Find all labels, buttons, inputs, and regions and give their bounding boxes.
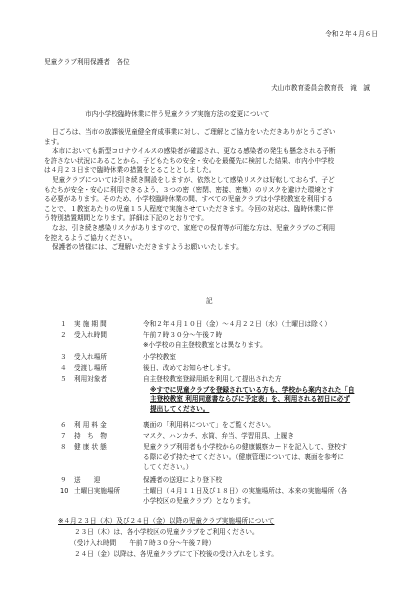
body-line: 日ごろは、当市の放課後児童健全育成事業に対し、ご理解とご協力をいただきありがとうござい bbox=[52, 128, 336, 136]
item-number: ３ bbox=[60, 353, 67, 361]
item-label: 土曜日実施場所 bbox=[74, 487, 121, 495]
item-label: 受入れ時間 bbox=[74, 331, 107, 339]
list-item bbox=[60, 487, 138, 496]
body-line: ことで、１教室あたりの児童１５人程度で実施させていただきます。今回の対応は、臨時休業に伴 bbox=[44, 204, 334, 213]
list-item bbox=[60, 375, 138, 384]
sender: 犬山市教育委員会教育長 滝 誠 bbox=[271, 84, 370, 92]
item-label: 送 迎 bbox=[74, 476, 101, 484]
body-line: 児童クラブについては引き続き開設をしますが、依然として感染リスクは好転しておらず、子ど bbox=[52, 175, 335, 184]
list-item bbox=[60, 364, 138, 373]
list-item bbox=[60, 331, 138, 340]
body-line: 保護者の皆様には、ご理解いただきますようお願いいたします。 bbox=[52, 243, 243, 252]
list-item bbox=[60, 353, 138, 362]
item-value: してください。） bbox=[143, 463, 193, 471]
item-number: １ bbox=[60, 320, 67, 328]
item-value: 土曜日（４月１１日及び１８日）の実施場所は、本来の実施場所（各 bbox=[143, 487, 348, 495]
item-label: 利 用 料 金 bbox=[74, 421, 107, 429]
list-item bbox=[60, 432, 138, 441]
body-line: ます。 bbox=[44, 137, 64, 146]
document-title: 市内小学校臨時休業に伴う児童クラブ実施方法の変更について bbox=[85, 110, 270, 118]
item-number: ２ bbox=[60, 331, 67, 339]
item-label: 健 康 状 態 bbox=[74, 443, 107, 451]
note-line: ※すでに児童クラブを登録されている方も、学校から案内された「自 bbox=[150, 386, 355, 394]
item-label: 受入れ場所 bbox=[74, 353, 107, 361]
item-value: る際に必ず持たせてください。（健康管理については、裏面を参考に bbox=[143, 453, 344, 461]
item-number: 10 bbox=[60, 487, 69, 495]
item-number: ５ bbox=[60, 375, 67, 383]
item-value: 保護者の送迎により登下校 bbox=[143, 476, 223, 484]
item-value: マスク、ハンカチ、水筒、弁当、学習用具、上履き bbox=[143, 432, 294, 440]
note-line: 提出してください。 bbox=[150, 404, 210, 413]
body-line: 本市においても新型コロナウイルスの感染者が確認され、更なる感染者の発生も懸念される予断 bbox=[52, 147, 336, 156]
item-label: 実 施 期 間 bbox=[74, 320, 107, 328]
item-number: ８ bbox=[60, 443, 67, 451]
item-number: ９ bbox=[60, 476, 67, 484]
body-line: う特別措置期間となります。詳細は下記のとおりです。 bbox=[44, 214, 208, 223]
item-label: 受渡し場所 bbox=[74, 364, 107, 372]
item-value: 令和２年４月１０日（金）～４月２２日（水）（土曜日は除く） bbox=[143, 320, 331, 328]
footer-line: ２３日（木）は、各小学校区の児童クラブをご利用ください。 bbox=[74, 528, 259, 536]
document-date: 令和２年４月６日 bbox=[325, 30, 378, 38]
body-line: を許さない状況にあることから、子どもたちの安全・安心を最優先に検討した結果、市内小中学校 bbox=[44, 156, 335, 165]
item-label: 利用対象者 bbox=[74, 375, 107, 383]
registration-note bbox=[150, 386, 390, 414]
item-value: 小学校区の児童クラブ）となります。 bbox=[143, 497, 255, 505]
ki-heading: 記 bbox=[206, 297, 213, 305]
item-value: 裏面の「利用料について」をご覧ください。 bbox=[143, 421, 275, 429]
item-value: 午前７時３０分～午後７時 bbox=[143, 331, 223, 339]
list-item bbox=[60, 476, 138, 485]
body-line: もたちが安全・安心に利用できるよう、３つの密（密閉、密接、密集）のリスクを避けた環境とす bbox=[44, 185, 334, 194]
item-number: ７ bbox=[60, 432, 67, 440]
body-line: は４月２３日まで臨時休業の措置をとることとしました。 bbox=[44, 166, 216, 175]
footer-line: ２４日（金）以降は、各児童クラブにて下校後の受け入れをします。 bbox=[74, 550, 278, 558]
note-line: 主登校教室 利用同意書ならびに予定表」を、利用される初日に必ず bbox=[150, 395, 351, 404]
item-label: 持 ち 物 bbox=[74, 432, 107, 440]
item-subnote: ※小学校の自主登校教室とは異なります。 bbox=[143, 341, 267, 349]
body-text bbox=[44, 128, 336, 253]
body-line: を控えるようご協力ください。 bbox=[44, 233, 137, 242]
item-value: 児童クラブ利用者も小学校からの健康観察カードを記入して、登校す bbox=[143, 443, 348, 451]
item-number: ４ bbox=[60, 364, 67, 372]
item-number: ６ bbox=[60, 421, 67, 429]
item-value: 小学校教室 bbox=[143, 353, 176, 361]
list-item bbox=[60, 320, 138, 329]
body-line: なお、引き続き感染リスクがありますので、家庭での保育等が可能な方は、児童クラブのご利用 bbox=[52, 223, 336, 232]
item-value: 後日、改めてお知らせします。 bbox=[143, 364, 235, 372]
list-item bbox=[60, 421, 138, 430]
footer-line: （受け入れ時間 午前７時３０分～午後７時） bbox=[70, 539, 216, 547]
addressee: 児童クラブ利用保護者 各位 bbox=[44, 58, 130, 66]
item-value: 自主登校教室登録用紙を利用して提出された方 bbox=[143, 375, 282, 383]
list-item bbox=[60, 443, 138, 452]
footer-heading: ※４月２３日（木）及び２４日（金）以降の児童クラブ実施場所について bbox=[58, 517, 275, 525]
body-line: る必要があります。そのため、小学校臨時休業の間、すべての児童クラブは小学校教室を利用する bbox=[44, 195, 334, 204]
